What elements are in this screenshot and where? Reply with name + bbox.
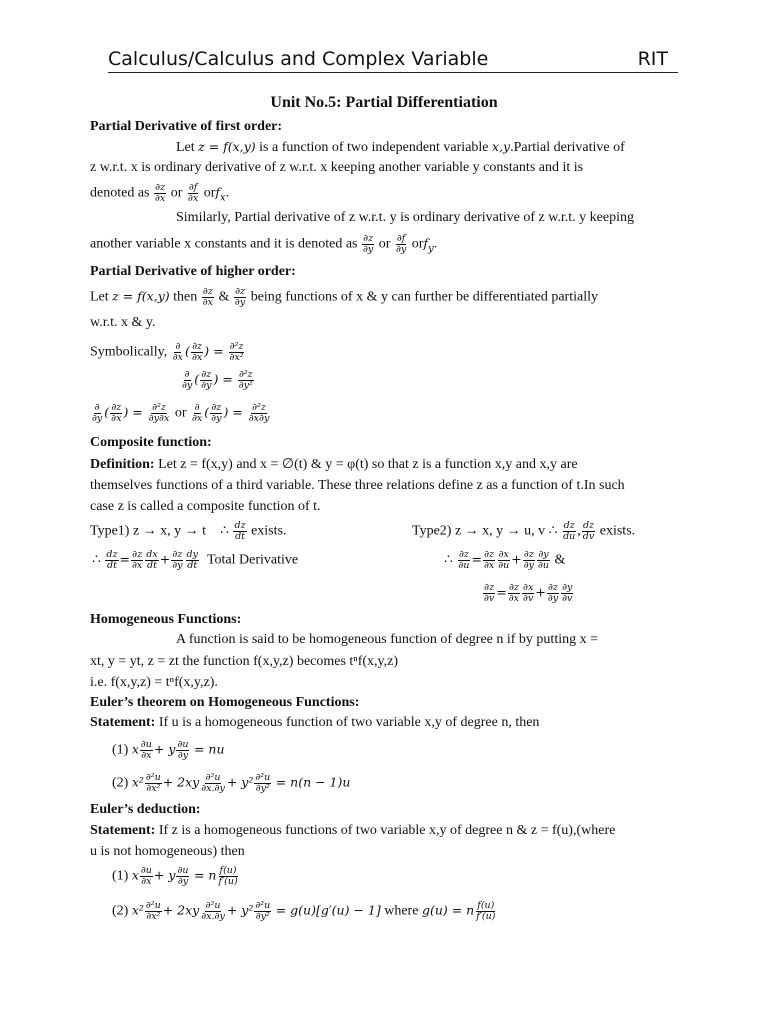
frac-dz-dv: $\frac{\partial z}{\partial v}$ [484, 582, 495, 604]
frac-d2z-dxdy: $\frac{\text{∂²z}}{\partial x\partial y}$ [248, 402, 270, 424]
frac-dx-dt: $\frac{dx}{dt}$ [146, 549, 158, 571]
frac-dz-dv: $\frac{dz}{dv}$ [582, 520, 595, 542]
frac-dz-dt: $\frac{dz}{dt}$ [106, 549, 118, 571]
homogeneous-heading: Homogeneous Functions: [90, 612, 242, 627]
frac-dz-dx: $\frac{\partial z}{\partial x}$ [132, 549, 143, 571]
eq-number: (1) [112, 868, 129, 884]
eq-number: (2) [112, 903, 129, 919]
text-amp: & [554, 552, 566, 568]
frac-d2z-dy2: $\frac{\text{∂²z}}{\text{∂y²}}$ [238, 369, 253, 391]
total-derivative-label: Total Derivative [206, 552, 299, 568]
frac-dz-dx: $\frac{\partial z}{\partial x}$ [508, 582, 520, 604]
homogeneous-line-3: i.e. f(x,y,z) = tⁿf(x,y,z). [90, 675, 218, 690]
type2-eq-2: $\frac{\partial z}{\partial v}$ = $\frac{\partial z}{\partial x}$ $\frac{\partial x}{\partial v}$ + $\frac{\partial z}{\partial y}$ $\frac{\partial y}{\partial v}$ [484, 582, 573, 604]
frac-d2u-dxdy: $\frac{\text{∂²u}}{\partial x.\partial y}$ [201, 900, 225, 922]
text-or: or [203, 185, 216, 201]
text-or: or [174, 405, 187, 421]
composite-def-line-1 [90, 456, 578, 474]
frac-dz-dy: $\frac{\partial z}{\partial y}$ [547, 582, 559, 604]
frac-f-over-fprime: $\frac{f(u)}{f'(u)}$ [476, 900, 496, 922]
text-being-functions: being functions of x & y can further be differentiated partially [250, 289, 598, 305]
expr-z-fxy: z = f(x,y) [112, 288, 170, 304]
frac-d2u-dy2: $\frac{\text{∂²u}}{\text{∂y²}}$ [255, 772, 271, 794]
expr-sub-y: y [428, 243, 434, 255]
frac-d-dx: ∂ ∂x [172, 341, 184, 363]
text-or: or [378, 236, 391, 252]
eq-number: (2) [112, 775, 129, 791]
frac-dz-dy: $\frac{\partial z}{\partial y}$ [211, 402, 222, 424]
type1-line [90, 521, 286, 542]
frac-dy-dt: $\frac{dy}{dt}$ [186, 549, 198, 571]
frac-d2u-dy2: $\frac{\text{∂²u}}{\text{∂y²}}$ [255, 900, 271, 922]
therefore-symbol: ∴ [444, 552, 453, 568]
frac-d2z-dydx: $\frac{\text{∂²z}}{\partial y\partial x}$ [148, 402, 170, 424]
text-then: then [173, 289, 198, 305]
frac-dz-dx: $\frac{\partial z}{\partial x}$ [202, 286, 214, 308]
expr-g-of-u: g(u) = n [421, 902, 475, 918]
symbolic-eq-3: ∂ ∂y ( $\frac{\partial z}{\partial x}$ ) = $\frac{\text{∂²z}}{\partial y\partial x}$ or ∂ ∂x ( $\frac{\partial z}{\partial y}$ ) = $\frac{\text{∂²z}}{\partial x\partial y}$ [92, 402, 270, 424]
composite-def-line-2: themselves functions of a third variable. These three relations define z as a function of t.In such [90, 478, 625, 493]
frac-d2u-dxdy: $\frac{\text{∂²u}}{\partial x.\partial y}$ [201, 772, 225, 794]
symbolic-eq-2: ∂ ∂y ( $\frac{\partial z}{\partial y}$ ) = $\frac{\text{∂²z}}{\text{∂y²}}$ [182, 369, 253, 391]
composite-heading: Composite function: [90, 435, 212, 450]
text-denoted-as: denoted as [90, 185, 150, 201]
expr-f: f [423, 235, 429, 251]
frac-dx-du: $\frac{\partial x}{\partial u}$ [498, 549, 510, 571]
euler-deduction-heading: Euler’s deduction: [90, 802, 201, 817]
expr-z-fxy: z = f(x,y) [198, 139, 256, 154]
type2-eq-1: ∴ $\frac{\partial z}{\partial u}$ = $\frac{\partial z}{\partial x}$ $\frac{\partial x}{\partial u}$ + $\frac{\partial z}{\partial y}$ $\frac{\partial y}{\partial u}$ & [444, 549, 566, 571]
higher-order-line-1 [90, 287, 598, 308]
eq-rhs: = n [193, 867, 217, 883]
first-order-line-1 [176, 138, 678, 157]
frac-df-dy: $\frac{\partial f}{\partial y}$ [395, 233, 407, 255]
frac-df-dx: $\frac{\partial f}{\partial x}$ [187, 182, 199, 204]
text-let: Let [176, 140, 195, 155]
euler-deduction-eq-2: (2) x² $\frac{\text{∂²u}}{\text{∂x²}}$ + 2xy $\frac{\text{∂²u}}{\partial x.\partial y}$ + y² $\frac{\text{∂²u}}{\text{∂y²}}$ = g(u)[g′(u) − 1] where g(u) = n $\frac{f(u)}{f'(u)}$ [112, 900, 496, 922]
euler-deduction-eq-1: (1) x $\frac{\partial u}{\partial x}$ + y $\frac{\partial u}{\partial y}$ = n $\frac{f(u)}{f'(u)}$ [112, 865, 238, 887]
symbolic-eq-1: Symbolically, ∂ ∂x ( $\frac{\partial z}{\partial x}$ ) = $\frac{\text{∂²z}}{\text{∂x²}}$ [90, 341, 244, 363]
unit-title: Unit No.5: Partial Differentiation [270, 94, 498, 111]
type1-label: Type1) z → x, y → t [90, 523, 207, 539]
text-amp: & [218, 289, 230, 305]
homogeneous-line-1: A function is said to be homogeneous function of degree n if by putting x = [176, 632, 598, 647]
frac-dz-dx: $\frac{\partial z}{\partial x}$ [191, 341, 203, 363]
first-order-line-2: z w.r.t. x is ordinary derivative of z w.r.t. x keeping another variable y constants and it is [90, 160, 584, 175]
page-header [108, 48, 678, 74]
first-order-line-4: Similarly, Partial derivative of z w.r.t. y is ordinary derivative of z w.r.t. y keeping [176, 210, 634, 225]
text-or: or [170, 185, 183, 201]
frac-dy-dv: $\frac{\partial y}{\partial v}$ [562, 582, 573, 604]
frac-dz-du: $\frac{\partial z}{\partial u}$ [458, 549, 470, 571]
eq-number: (1) [112, 742, 129, 758]
text-partial-derivative-of: .Partial derivative of [510, 140, 625, 155]
frac-d2u-dx2: $\frac{\text{∂²u}}{\text{∂x²}}$ [145, 900, 161, 922]
text-function-of: is a function of two independent variable [259, 140, 489, 155]
frac-d-dy: ∂ ∂y [92, 402, 103, 424]
frac-dy-du: $\frac{\partial y}{\partial u}$ [538, 549, 550, 571]
euler-theorem-eq-1: (1) x $\frac{\partial u}{\partial x}$ + y $\frac{\partial u}{\partial y}$ = nu [112, 739, 225, 761]
frac-dz-dx: $\frac{\partial z}{\partial x}$ [111, 402, 122, 424]
type2-label: Type2) z → x, y → u, v [412, 523, 546, 539]
statement-label: Statement: [90, 715, 156, 730]
text-or: or [411, 236, 424, 252]
higher-order-line-2: w.r.t. x & y. [90, 315, 156, 330]
text-let: Let [90, 289, 109, 305]
euler-theorem-statement [90, 714, 539, 732]
frac-du-dx: $\frac{\partial u}{\partial x}$ [140, 739, 152, 761]
expr-xy: x,y [492, 139, 511, 154]
composite-def-line-3: case z is called a composite function of t. [90, 499, 321, 514]
header-course-title: Calculus/Calculus and Complex Variable [108, 48, 489, 70]
frac-dz-dx: $\frac{\partial z}{\partial x}$ [154, 182, 166, 204]
definition-label: Definition: [90, 457, 155, 472]
expr-sub-x: x [220, 192, 226, 204]
frac-dz-dy: $\frac{\partial z}{\partial y}$ [523, 549, 535, 571]
first-order-heading: Partial Derivative of first order: [90, 119, 283, 134]
statement-text: If u is a homogeneous function of two variable x,y of degree n, then [158, 715, 540, 730]
frac-dz-dy: $\frac{\partial z}{\partial y}$ [362, 233, 374, 255]
eq-rhs: = g(u)[g′(u) − 1] [275, 902, 381, 918]
frac-d-dy: ∂ ∂y [182, 369, 193, 391]
therefore-symbol: ∴ [548, 523, 558, 539]
therefore-symbol: ∴ [92, 552, 101, 568]
text-where: where [384, 903, 419, 919]
eq-rhs: = n(n − 1)u [275, 774, 351, 790]
text-exists: exists. [599, 523, 636, 539]
expr-f: f [215, 184, 221, 200]
frac-dz-dy: $\frac{\partial z}{\partial y}$ [201, 369, 212, 391]
first-order-line-5: another variable x constants and it is denoted as $\frac{\partial z}{\partial y}$ or $\frac{\partial f}{\partial y}$ orf$_y$. [90, 233, 438, 255]
definition-text: Let z = f(x,y) and x = ∅(t) & y = φ(t) so that z is a function x,y and x,y are [158, 457, 578, 472]
frac-f-over-fprime: $\frac{f(u)}{f'(u)}$ [218, 865, 238, 887]
type2-line: Type2) z → x, y → u, v ∴ $\frac{dz}{du}$ , $\frac{dz}{dv}$ exists. [412, 520, 636, 542]
euler-deduction-statement-2: u is not homogeneous) then [90, 844, 245, 859]
frac-dz-dx: $\frac{\partial z}{\partial x}$ [483, 549, 495, 571]
header-rule [108, 72, 678, 73]
text-denoted-as: another variable x constants and it is denoted as [90, 236, 358, 252]
frac-dz-du: $\frac{dz}{du}$ [563, 520, 576, 542]
first-order-line-3: denoted as $\frac{\partial z}{\partial x}$ or $\frac{\partial f}{\partial x}$ orf$_x$. [90, 182, 230, 204]
euler-theorem-eq-2: (2) x² $\frac{\text{∂²u}}{\text{∂x²}}$ + 2xy $\frac{\text{∂²u}}{\partial x.\partial y}$ + y² $\frac{\text{∂²u}}{\text{∂y²}}$ = n(n − 1)u [112, 772, 351, 794]
therefore-symbol: ∴ [220, 523, 229, 539]
frac-du-dx: $\frac{\partial u}{\partial x}$ [140, 865, 152, 887]
frac-dx-dv: $\frac{\partial x}{\partial v}$ [523, 582, 534, 604]
frac-du-dy: $\frac{\partial u}{\partial y}$ [177, 865, 189, 887]
frac-d2u-dx2: $\frac{\text{∂²u}}{\text{∂x²}}$ [145, 772, 161, 794]
eq-rhs: = nu [193, 741, 225, 757]
frac-dz-dy: $\frac{\partial z}{\partial y}$ [172, 549, 183, 571]
header-institute: RIT [637, 48, 668, 70]
statement-label: Statement: [90, 823, 156, 838]
frac-d2z-dx2: $\frac{\text{∂²z}}{\text{∂x²}}$ [229, 341, 244, 363]
euler-theorem-heading: Euler’s theorem on Homogeneous Functions: [90, 695, 360, 710]
frac-dz-dy: $\frac{\partial z}{\partial y}$ [234, 286, 246, 308]
frac-dz-dt: $\frac{dz}{dt}$ [234, 520, 246, 542]
frac-d-dx: ∂ ∂x [192, 402, 203, 424]
homogeneous-line-2: xt, y = yt, z = zt the function f(x,y,z) becomes tⁿf(x,y,z) [90, 654, 399, 669]
higher-order-heading: Partial Derivative of higher order: [90, 264, 296, 279]
type1-total-derivative: ∴ $\frac{dz}{dt}$ = $\frac{\partial z}{\partial x}$ $\frac{dx}{dt}$ + $\frac{\partial z}{\partial y}$ $\frac{dy}{dt}$ Total Derivative [92, 549, 299, 571]
statement-text: If z is a homogeneous functions of two variable x,y of degree n & z = f(u),(where [158, 823, 616, 838]
frac-du-dy: $\frac{\partial u}{\partial y}$ [177, 739, 189, 761]
text-symbolically: Symbolically, [90, 344, 168, 360]
euler-deduction-statement-1 [90, 822, 615, 840]
text-exists: exists. [251, 523, 287, 539]
